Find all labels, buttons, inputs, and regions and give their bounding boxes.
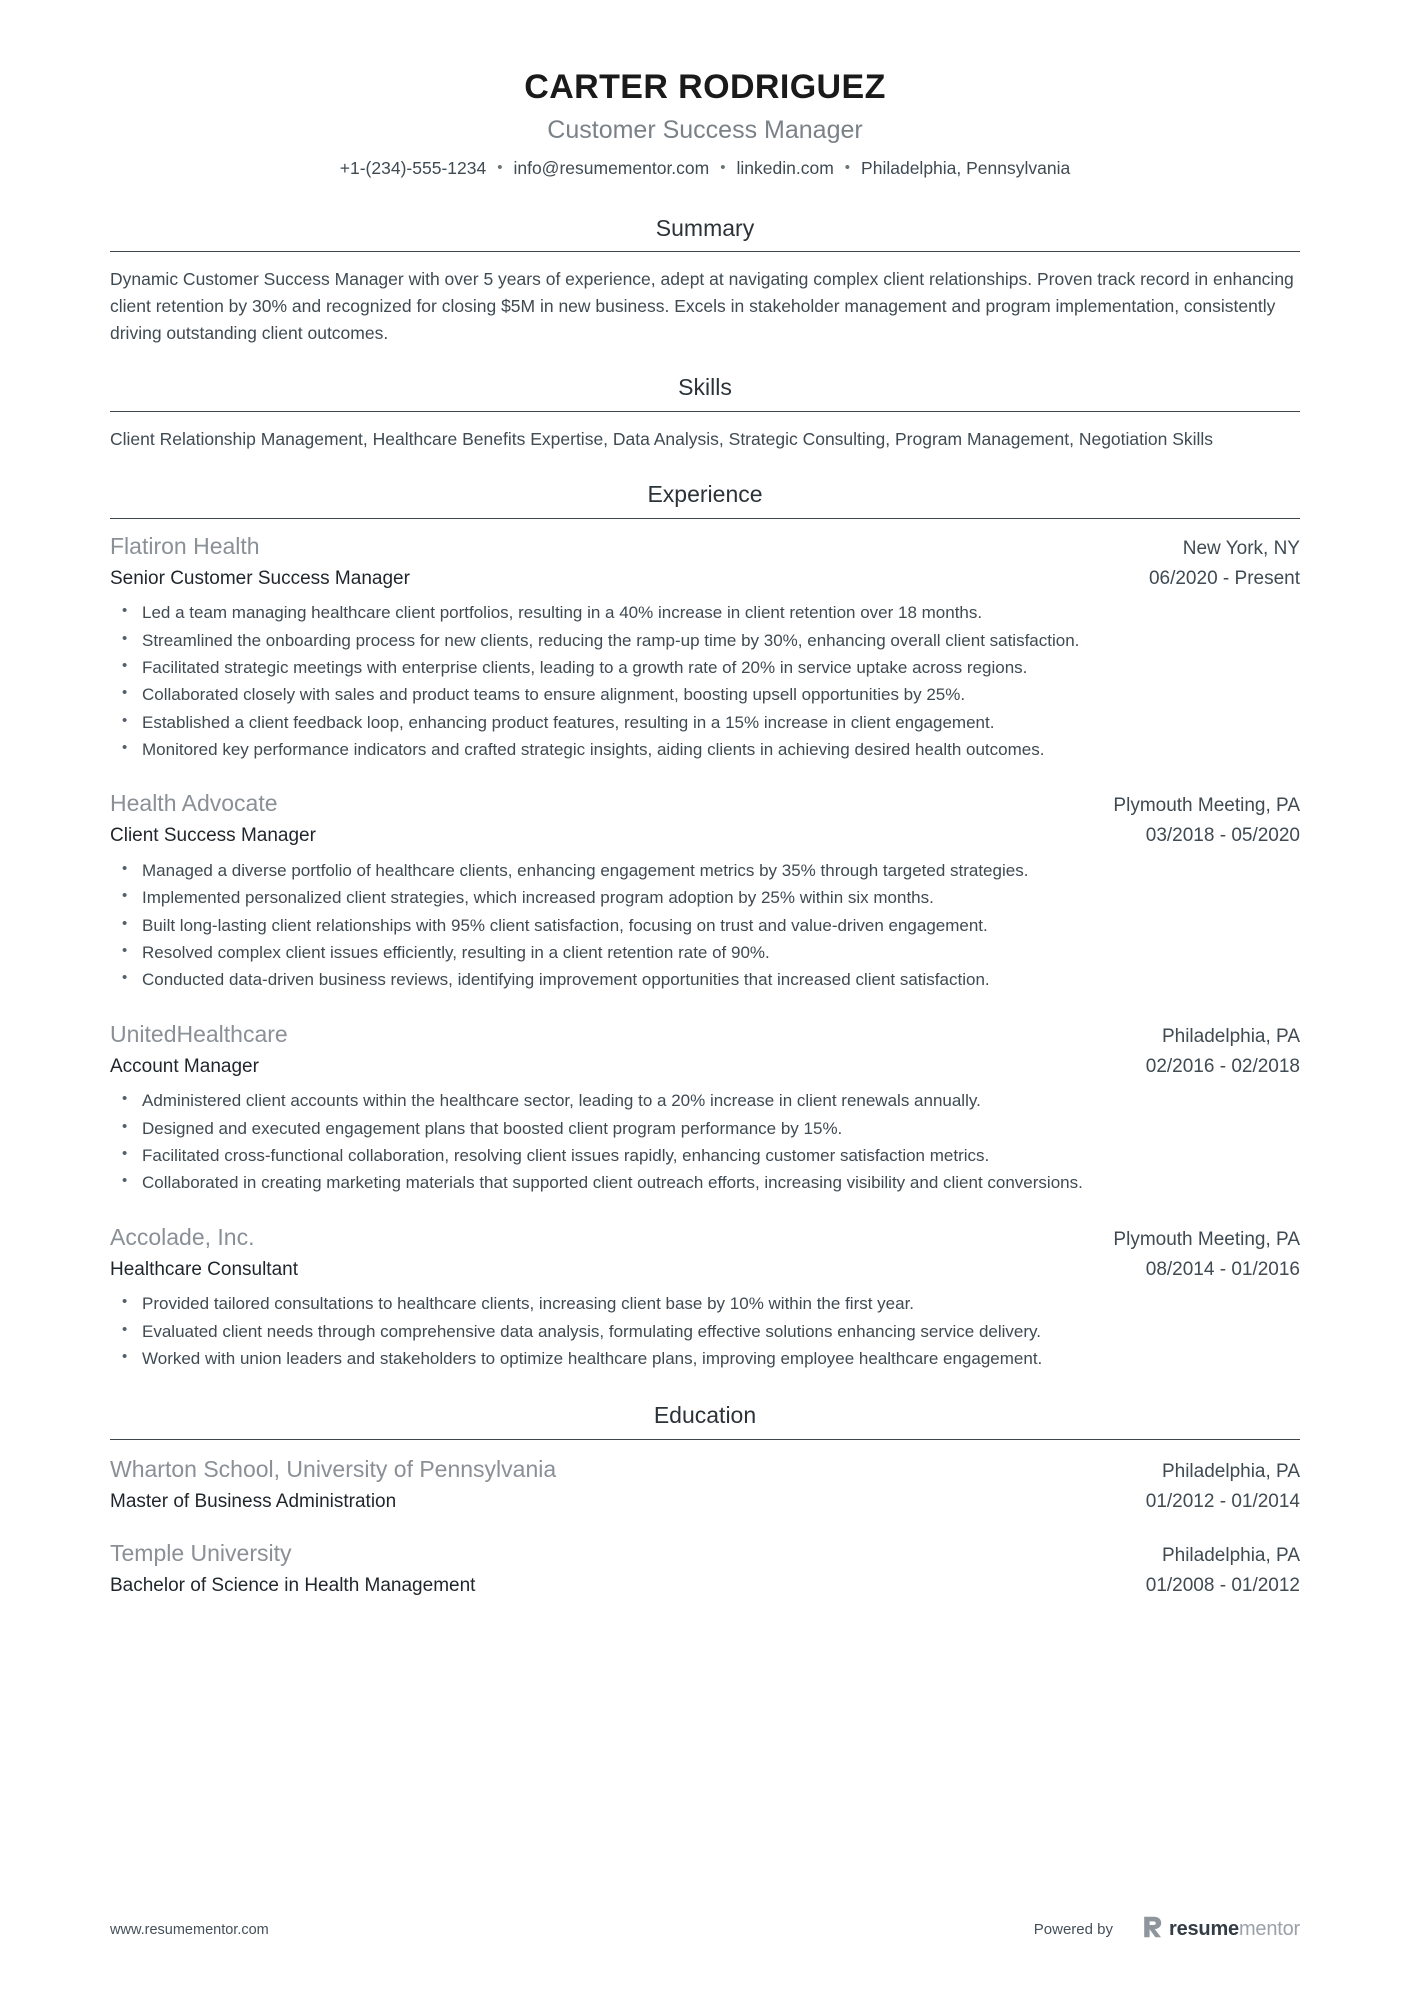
- skills-text: Client Relationship Management, Healthcare Benefits Expertise, Data Analysis, Strategic Consulting, Program Management, Negotiation Skills: [110, 428, 1214, 449]
- school-location: Philadelphia, PA: [1161, 1545, 1300, 1567]
- job-dates: 08/2014 - 01/2016: [1145, 1258, 1300, 1280]
- list-item: • Facilitated strategic meetings with enterprise clients, leading to a growth rate of 20% in service uptake across regions.: [110, 655, 1300, 681]
- job-title: Senior Customer Success Manager: [110, 567, 410, 589]
- contact-location: Philadelphia, Pennsylvania: [861, 158, 1071, 179]
- job-dates: 03/2018 - 05/2020: [1145, 825, 1300, 847]
- list-item: • Built long-lasting client relationships with 95% client satisfaction, focusing on trust and value-driven engagement.: [110, 913, 1300, 939]
- degree-name: Master of Business Administration: [110, 1490, 397, 1512]
- section-experience: [110, 481, 1300, 1372]
- candidate-job-title: Customer Success Manager: [547, 116, 863, 145]
- page-footer: [110, 1916, 1300, 1943]
- list-item: • Streamlined the onboarding process for new clients, reducing the ramp-up time by 30%, enhancing overall client satisfaction.: [110, 628, 1300, 654]
- employer-name: UnitedHealthcare: [110, 1020, 288, 1047]
- list-item: • Facilitated cross-functional collaboration, resolving client issues rapidly, enhancing customer satisfaction metrics.: [110, 1143, 1300, 1169]
- list-item: • Established a client feedback loop, enhancing product features, resulting in a 15% increase in client engagement.: [110, 710, 1300, 736]
- contact-line: [110, 157, 1300, 181]
- resumementor-logo: [1143, 1916, 1300, 1943]
- employer-location: Philadelphia, PA: [1161, 1025, 1300, 1047]
- list-item: • Collaborated closely with sales and product teams to ensure alignment, boosting upsell opportunities by 25%.: [110, 682, 1300, 708]
- list-item: • Led a team managing healthcare client portfolios, resulting in a 40% increase in client retention over 18 months.: [110, 600, 1300, 626]
- employer-location: Plymouth Meeting, PA: [1113, 795, 1300, 817]
- list-item: • Provided tailored consultations to healthcare clients, increasing client base by 10% within the first year.: [110, 1291, 1300, 1317]
- list-item: • Implemented personalized client strategies, which increased program adoption by 25% within six months.: [110, 885, 1300, 911]
- job-dates: 06/2020 - Present: [1148, 567, 1300, 589]
- job-bullet-list: [110, 858, 1300, 994]
- employer-location: Plymouth Meeting, PA: [1113, 1228, 1300, 1250]
- employer-name: Health Advocate: [110, 790, 278, 817]
- brand-word-primary: resume: [1169, 1918, 1239, 1940]
- bullet-separator-icon: •: [844, 158, 851, 176]
- resume-header: [110, 68, 1300, 181]
- job-dates: 02/2016 - 02/2018: [1145, 1055, 1300, 1077]
- list-item: • Resolved complex client issues efficiently, resulting in a client retention rate of 90%.: [110, 940, 1300, 966]
- employer-name: Flatiron Health: [110, 532, 260, 559]
- degree-name: Bachelor of Science in Health Management: [110, 1575, 476, 1597]
- employer-location: New York, NY: [1182, 537, 1300, 559]
- experience-entry: [110, 1020, 1300, 1197]
- list-item: • Monitored key performance indicators and crafted strategic insights, aiding clients in achieving desired health outcomes.: [110, 737, 1300, 763]
- job-bullet-list: [110, 600, 1300, 763]
- bullet-separator-icon: •: [497, 158, 503, 176]
- footer-website-url[interactable]: www.resumementor.com: [110, 1921, 269, 1938]
- contact-phone: +1-(234)-555-1234: [339, 158, 487, 179]
- job-title: Account Manager: [110, 1055, 259, 1077]
- list-item: • Evaluated client needs through comprehensive data analysis, formulating effective solutions enhancing service delivery.: [110, 1319, 1300, 1345]
- resumementor-mark-icon: [1143, 1916, 1162, 1943]
- list-item: • Managed a diverse portfolio of healthcare clients, enhancing engagement metrics by 35% through targeted strategies.: [110, 858, 1300, 884]
- list-item: • Designed and executed engagement plans that boosted client program performance by 15%.: [110, 1116, 1300, 1142]
- contact-email[interactable]: info@resumementor.com: [513, 158, 710, 179]
- section-summary: [110, 215, 1300, 346]
- school-location: Philadelphia, PA: [1161, 1460, 1300, 1482]
- experience-entry: [110, 789, 1300, 993]
- section-title-summary: Summary: [655, 214, 755, 241]
- footer-branding: [1034, 1916, 1300, 1943]
- job-bullet-list: [110, 1291, 1300, 1372]
- school-name: Temple University: [110, 1540, 292, 1567]
- list-item: • Worked with union leaders and stakeholders to optimize healthcare plans, improving employee healthcare engagement.: [110, 1346, 1300, 1372]
- section-title-skills: Skills: [678, 374, 732, 401]
- school-name: Wharton School, University of Pennsylvania: [110, 1455, 557, 1482]
- job-title: Client Success Manager: [110, 825, 316, 847]
- powered-by-label: Powered by: [1033, 1921, 1113, 1938]
- summary-text: Dynamic Customer Success Manager with over 5 years of experience, adept at navigating complex client relationships. Proven track record in enhancing client retention by 30% and recognized for closing $5M in new business. Excels in stakeholder management and program implementation, consistently driving outstanding client outcomes.: [110, 269, 1294, 343]
- degree-dates: 01/2008 - 01/2012: [1145, 1575, 1300, 1597]
- section-title-education: Education: [653, 1402, 757, 1429]
- list-item: • Collaborated in creating marketing materials that supported client outreach efforts, increasing visibility and client conversions.: [110, 1170, 1300, 1196]
- list-item: • Administered client accounts within the healthcare sector, leading to a 20% increase in client renewals annually.: [110, 1088, 1300, 1114]
- brand-word-secondary: mentor: [1238, 1918, 1300, 1940]
- bullet-separator-icon: •: [720, 158, 726, 176]
- list-item: • Conducted data-driven business reviews, identifying improvement opportunities that increased client satisfaction.: [110, 967, 1300, 993]
- degree-dates: 01/2012 - 01/2014: [1145, 1490, 1300, 1512]
- job-title: Healthcare Consultant: [110, 1258, 298, 1280]
- education-entry: [110, 1455, 1300, 1515]
- resumementor-wordmark: [1169, 1918, 1300, 1941]
- section-education: [110, 1402, 1300, 1599]
- job-bullet-list: [110, 1088, 1300, 1196]
- section-title-experience: Experience: [647, 481, 763, 508]
- contact-linkedin[interactable]: linkedin.com: [736, 158, 834, 179]
- experience-entry: [110, 1223, 1300, 1373]
- section-skills: [110, 374, 1300, 452]
- candidate-name: CARTER RODRIGUEZ: [524, 68, 886, 106]
- employer-name: Accolade, Inc.: [110, 1223, 255, 1250]
- experience-entry: [110, 532, 1300, 764]
- education-entry: [110, 1539, 1300, 1599]
